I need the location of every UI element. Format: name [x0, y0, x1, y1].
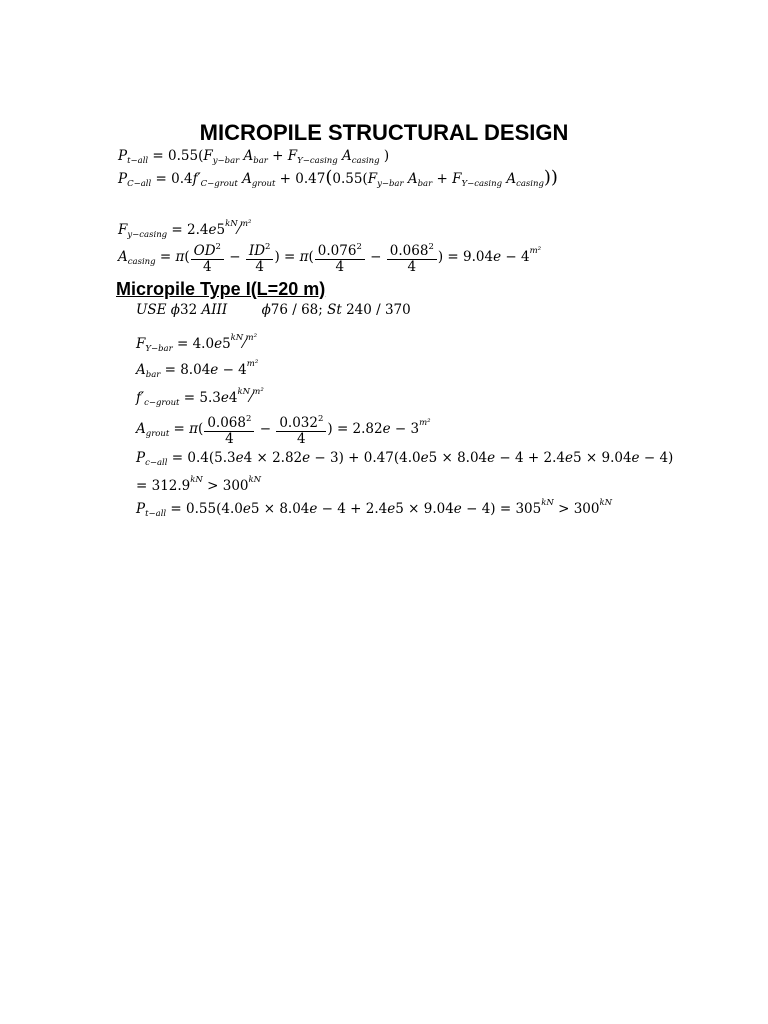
formula-fc-grout: $f'_{c-grout}$ = $5.3e4^{kN}⁄^{m^2}$: [136, 387, 264, 408]
formula-pc-all-calc: $P_{c-all} = 0.4(5.3e4 \times 2.82e - 3) + 0.47(4.0e5 \times 8.04e - 4 + 2.4e5 \times 9.04e - 4)$: [136, 450, 674, 468]
formula-pc-all: $P_{C-all} = 0.4f'_{C-grout}$ $A_{grout} + 0.47(0.55(F_{y-bar}$ $A_{bar} + F_{Y-casing}$ $A_{casing}$)): [118, 167, 558, 189]
formula-fy-bar: $F_{Y-bar}$ = $4.0e5^{kN}⁄^{m^2}$: [136, 333, 257, 354]
page-title: MICROPILE STRUCTURAL DESIGN: [199, 120, 569, 145]
formula-pc-all-result: = $312.9^{kN} > 300^{kN}$: [136, 475, 262, 494]
formula-pt-all-calc: $P_{t-all} = 0.55(4.0e5 \times 8.04e - 4 + 2.4e5 \times 9.04e - 4) = 305^{kN} > 300^{kN}$: [136, 498, 613, 519]
section-heading-micropile-type-1: Micropile Type I(L=20 m): [116, 279, 326, 299]
formula-a-bar: $A_{bar} = 8.04e - 4^{m^2}$: [136, 359, 259, 380]
use-spec: USE ϕ32 AIII ϕ76 / 68; St 240 / 370: [136, 302, 411, 318]
formula-pt-all: $P_{t-all} = 0.55(F_{y-bar}$ $A_{bar} + F_{Y-casing}$ $A_{casing}$ ): [118, 148, 390, 166]
formula-a-grout: $A_{grout} = \pi$( $\frac{0.068^2}{4}$ − $\frac{0.032^2}{4}$ ) = $2.82e - 3^{m^2}$: [136, 414, 431, 447]
formula-a-casing: $A_{casing} = \pi$( $\frac{OD^2}{4}$ − $\frac{ID^2}{4}$ ) = π( $\frac{0.076^2}{4}$ − $\frac{0.068^2}{4}$ ) = $9.04e - 4^{m^2}$: [118, 242, 542, 275]
formula-fy-casing: $F_{y-casing}$ = $2.4e5^{kN}⁄^{m^2}$: [118, 219, 252, 240]
